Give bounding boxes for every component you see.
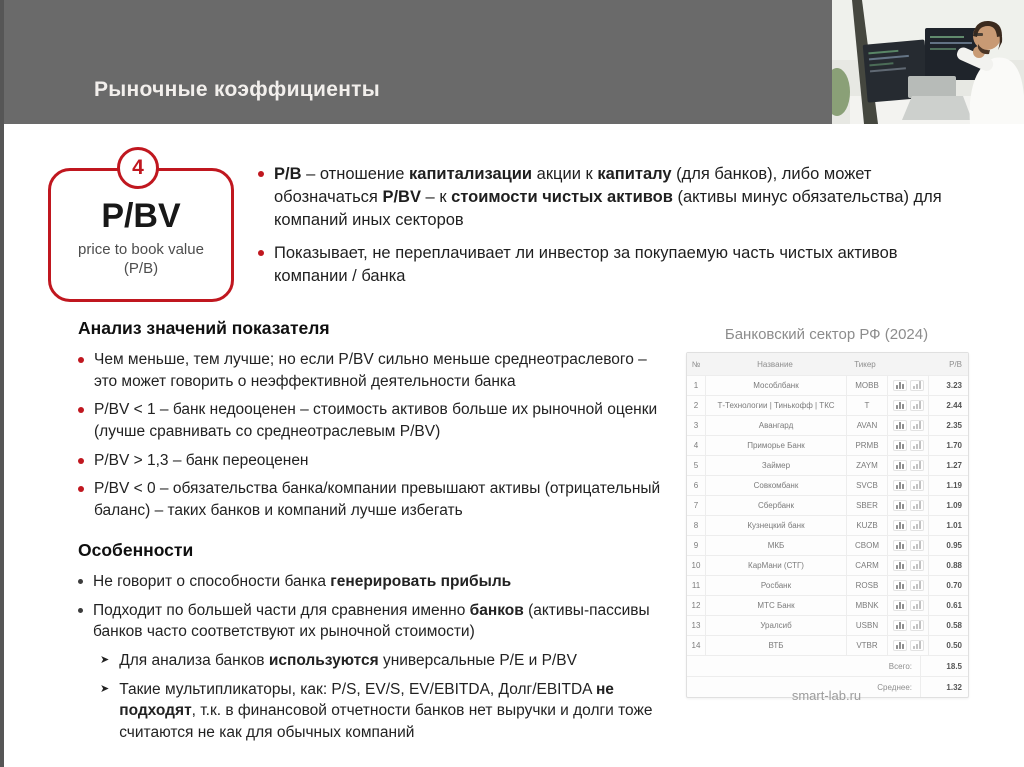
bullet-dot-icon — [78, 458, 84, 464]
chart-icons — [888, 560, 928, 571]
features-sub-bullet — [100, 679, 670, 744]
analysis-bullet-text: P/BV < 1 – банк недооценен – стоимость активов больше их рыночной оценки (лучше сравнивать со среднеотраслевым P/BV) — [94, 401, 658, 441]
pb-value: 0.58 — [928, 616, 968, 635]
arrow-bullet-icon: ➤ — [100, 682, 110, 695]
bank-name: Росбанк — [705, 576, 847, 595]
intro-bullet — [258, 163, 964, 231]
chart-icon-bars — [910, 420, 924, 431]
ticker: ROSB — [847, 576, 888, 595]
chart-icon-area — [893, 520, 907, 531]
chart-icon-area — [893, 380, 907, 391]
analysis-bullet — [78, 478, 670, 521]
features-sub-bullet-text: Для анализа банков используются универсальные P/E и P/BV — [119, 652, 577, 670]
table-row — [687, 395, 968, 415]
pbv-card-subtitle — [51, 241, 231, 279]
chart-icons — [888, 640, 928, 651]
ticker: PRMB — [847, 436, 888, 455]
chart-icons — [888, 460, 928, 471]
row-number: 4 — [693, 441, 699, 450]
table-row — [687, 515, 968, 535]
left-edge-strip — [0, 0, 4, 767]
chart-icon-area — [893, 420, 907, 431]
intro-bullet-text: Показывает, не переплачивает ли инвестор за покупаемую часть чистых активов компании / банка — [274, 244, 898, 286]
chart-icon-area — [893, 560, 907, 571]
analysis-bullet — [78, 450, 670, 472]
table-row — [687, 435, 968, 455]
ticker: T — [847, 396, 888, 415]
banks-table — [686, 352, 969, 698]
chart-icon-area — [893, 580, 907, 591]
row-number: 3 — [693, 421, 699, 430]
chart-icon-bars — [910, 520, 924, 531]
bullet-dot-icon — [78, 486, 84, 492]
col-header-number: № — [691, 359, 701, 369]
chart-icons — [888, 580, 928, 591]
chart-icon-area — [893, 540, 907, 551]
chart-icons — [888, 520, 928, 531]
bank-name: Уралсиб — [705, 616, 847, 635]
table-row — [687, 415, 968, 435]
chart-icon-bars — [910, 540, 924, 551]
chart-icon-area — [893, 400, 907, 411]
average-label: Среднее: — [877, 682, 912, 692]
bank-name: Авангард — [705, 416, 847, 435]
table-row — [687, 535, 968, 555]
table-row — [687, 495, 968, 515]
bullet-dot-icon — [78, 579, 83, 584]
pb-value: 2.44 — [928, 396, 968, 415]
chart-icon-area — [893, 460, 907, 471]
bank-name: Кузнецкий банк — [705, 516, 847, 535]
header-photo — [832, 0, 1024, 124]
pb-value: 0.61 — [928, 596, 968, 615]
pb-value: 1.27 — [928, 456, 968, 475]
row-number: 9 — [693, 541, 699, 550]
chart-icons — [888, 620, 928, 631]
table-row — [687, 455, 968, 475]
row-number: 7 — [693, 501, 699, 510]
chart-icon-bars — [910, 600, 924, 611]
bank-name: Приморье Банк — [705, 436, 847, 455]
row-number: 6 — [693, 481, 699, 490]
chart-icon-area — [893, 500, 907, 511]
page-title: Рыночные коэффициенты — [94, 78, 380, 101]
table-body — [687, 375, 968, 655]
table-row — [687, 475, 968, 495]
pb-value: 1.70 — [928, 436, 968, 455]
bullet-dot-icon — [78, 357, 84, 363]
chart-icons — [888, 380, 928, 391]
pb-value: 2.35 — [928, 416, 968, 435]
features-bullet — [78, 600, 670, 643]
analysis-bullet-text: Чем меньше, тем лучше; но если P/BV сильно меньше среднеотраслевого – это может говорить о неэффективной деятельности банка — [94, 351, 647, 390]
chart-icon-area — [893, 600, 907, 611]
chart-icon-bars — [910, 580, 924, 591]
intro-bullet — [258, 242, 964, 288]
pb-value: 3.23 — [928, 376, 968, 395]
bank-name: КарМани (СТГ) — [705, 556, 847, 575]
pb-value: 1.09 — [928, 496, 968, 515]
ticker: VTBR — [847, 636, 888, 655]
table-row — [687, 595, 968, 615]
header-band — [0, 0, 832, 124]
bank-name: ВТБ — [705, 636, 847, 655]
chart-icons — [888, 440, 928, 451]
arrow-bullet-icon: ➤ — [100, 654, 110, 667]
chart-icons — [888, 600, 928, 611]
pbv-card-subtitle-line1: price to book value — [78, 241, 204, 258]
col-header-name: Название — [757, 359, 793, 369]
bank-name: МКБ — [705, 536, 847, 555]
bank-name: Совкомбанк — [705, 476, 847, 495]
chart-icon-area — [893, 440, 907, 451]
features-bullet-text: Не говорит о способности банка генерировать прибыль — [93, 573, 512, 590]
table-title: Банковский сектор РФ (2024) — [724, 326, 929, 343]
features-sub-bullet-text: Такие мультипликаторы, как: P/S, EV/S, EV/EBITDA, Долг/EBITDA не подходят, т.к. в финансовой отчетности банков нет выручки и долги тоже считаются не как для обычных компаний — [119, 680, 653, 742]
table-row — [687, 555, 968, 575]
row-number: 2 — [693, 401, 699, 410]
chart-icon-bars — [910, 400, 924, 411]
table-row — [687, 575, 968, 595]
analysis-heading: Анализ значений показателя — [78, 318, 330, 338]
features-section — [78, 540, 670, 751]
row-number: 1 — [693, 381, 699, 390]
table-footer-total — [687, 655, 968, 676]
row-number: 12 — [691, 601, 701, 610]
chart-icons — [888, 540, 928, 551]
chart-icon-area — [893, 640, 907, 651]
total-label: Всего: — [888, 661, 912, 671]
col-header-ticker: Тикер — [854, 359, 876, 369]
row-number: 14 — [691, 641, 701, 650]
intro-bullets — [258, 163, 964, 299]
ticker: SBER — [847, 496, 888, 515]
number-badge: 4 — [117, 147, 159, 189]
pbv-card-subtitle-line2: (P/B) — [123, 259, 159, 277]
table-header-row — [687, 353, 968, 375]
bank-name: Сбербанк — [705, 496, 847, 515]
chart-icon-bars — [910, 640, 924, 651]
pb-value: 1.01 — [928, 516, 968, 535]
features-heading: Особенности — [78, 540, 194, 560]
pb-value: 1.19 — [928, 476, 968, 495]
ticker: CARM — [847, 556, 888, 575]
features-bullet-text: Подходит по большей части для сравнения именно банков (активы-пассивы банков часто соответствуют их рыночной стоимости) — [93, 601, 650, 641]
ticker: ZAYM — [847, 456, 888, 475]
chart-icon-area — [893, 480, 907, 491]
row-number: 10 — [691, 561, 701, 570]
bank-name: Займер — [705, 456, 847, 475]
chart-icon-bars — [910, 440, 924, 451]
chart-icons — [888, 420, 928, 431]
chart-icons — [888, 500, 928, 511]
table-row — [687, 375, 968, 395]
chart-icon-bars — [910, 460, 924, 471]
ticker: CBOM — [847, 536, 888, 555]
ticker: MBNK — [847, 596, 888, 615]
row-number: 11 — [691, 581, 701, 590]
intro-bullet-text: P/B – отношение капитализации акции к капиталу (для банков), либо может обозначаться P/BV – к стоимости чистых активов (активы минус обязательства) для компаний иных секторов — [274, 165, 942, 229]
total-value: 18.5 — [920, 656, 968, 676]
analysis-bullet — [78, 399, 670, 442]
analysis-section — [78, 318, 670, 529]
features-sub-bullet — [100, 650, 670, 672]
chart-icon-bars — [910, 380, 924, 391]
chart-icons — [888, 400, 928, 411]
bullet-dot-icon — [258, 171, 264, 177]
analysis-bullet-text: P/BV < 0 – обязательства банка/компании превышают активы (отрицательный баланс) – таких банков и компаний лучше избегать — [94, 480, 661, 520]
ticker: USBN — [847, 616, 888, 635]
pb-value: 0.88 — [928, 556, 968, 575]
ticker: KUZB — [847, 516, 888, 535]
row-number: 13 — [691, 621, 701, 630]
bank-name: МТС Банк — [705, 596, 847, 615]
row-number: 5 — [693, 461, 699, 470]
source-link: smart-lab.ru — [791, 688, 862, 703]
features-bullet — [78, 571, 670, 593]
bank-name: Т-Технологии | Тинькофф | ТКС — [705, 396, 847, 415]
ticker: SVCB — [847, 476, 888, 495]
analysis-bullet-text: P/BV > 1,3 – банк переоценен — [94, 451, 309, 469]
average-value: 1.32 — [920, 677, 968, 697]
chart-icon-bars — [910, 500, 924, 511]
chart-icons — [888, 480, 928, 491]
chart-icon-bars — [910, 480, 924, 491]
pbv-card-title: P/BV — [101, 197, 181, 235]
chart-icon-bars — [910, 560, 924, 571]
ticker: AVAN — [847, 416, 888, 435]
bullet-dot-icon — [78, 608, 83, 613]
row-number: 8 — [693, 521, 699, 530]
ticker: MOBB — [847, 376, 888, 395]
analysis-bullet — [78, 349, 670, 392]
pb-value: 0.95 — [928, 536, 968, 555]
bullet-dot-icon — [78, 407, 84, 413]
features-sub-bullets — [100, 650, 670, 744]
col-header-pb: P/B — [949, 359, 962, 369]
bank-name: Мособлбанк — [705, 376, 847, 395]
pb-value: 0.50 — [928, 636, 968, 655]
bullet-dot-icon — [258, 250, 264, 256]
chart-icon-bars — [910, 620, 924, 631]
table-row — [687, 635, 968, 655]
pb-value: 0.70 — [928, 576, 968, 595]
chart-icon-area — [893, 620, 907, 631]
table-row — [687, 615, 968, 635]
